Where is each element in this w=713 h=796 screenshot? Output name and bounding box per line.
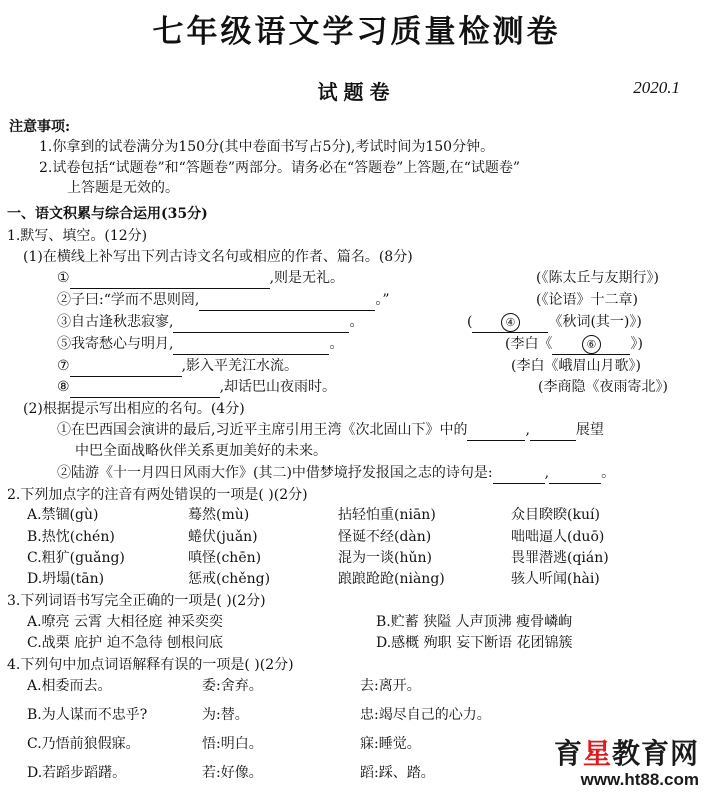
answer-blank[interactable] (70, 268, 270, 289)
option-row: B.贮蓄 狭隘 人声顶沸 瘦骨嶙峋 (376, 614, 573, 630)
option-cell: A.禁锢(gù) (27, 507, 99, 523)
option-row: C.战栗 庇护 迫不急待 刨根问底 (27, 635, 224, 651)
line-source: (《论语》十二章) (536, 292, 638, 308)
fill-line: ⑦ ,影入平羌江水流。 (57, 356, 298, 377)
option-cell: 怪诞不经(dàn) (338, 529, 432, 545)
page-subtitle: 试题卷 (317, 80, 396, 104)
notice-item: 2.试卷包括“试题卷”和“答题卷”两部分。请务必在“答题卷”上答题,在“试题卷” (39, 160, 521, 176)
option-cell: 去:离开。 (360, 678, 421, 694)
blank-number-marker: ⑥ (582, 335, 601, 354)
option-cell: 众目睽睽(kuí) (511, 507, 600, 523)
line-source: (李白《 ⑥ 》) (505, 334, 643, 355)
option-cell: 蓦然(mù) (188, 507, 250, 523)
option-cell: 忠:竭尽自己的心力。 (360, 707, 491, 723)
option-cell: C.乃悟前狼假寐。 (27, 736, 140, 752)
question-stem: 2.下列加点字的注音有两处错误的一项是( )(2分) (7, 487, 308, 503)
answer-blank[interactable] (173, 312, 349, 333)
notice-item: 1.你拿到的试卷满分为150分(其中卷面书写占5分),考试时间为150分钟。 (39, 139, 495, 155)
fill-line: ⑧ ,却话巴山夜雨时。 (57, 377, 336, 398)
option-cell: 悟:明白。 (202, 736, 263, 752)
sub-question-stem: (1)在横线上补写出下列古诗文名句或相应的作者、篇名。(8分) (23, 249, 413, 265)
fill-line: ⑤我寄愁心与明月, 。 (57, 334, 343, 355)
exam-date: 2020.1 (633, 78, 680, 97)
option-cell: 踉踉跄跄(niàng) (338, 571, 445, 587)
option-cell: 拈轻怕重(niān) (338, 507, 436, 523)
answer-blank[interactable] (549, 463, 601, 484)
line-source: (李商隐《夜雨寄北》) (538, 379, 668, 395)
line-source: (《陈太丘与友期行》) (536, 270, 659, 286)
watermark-url: www.ht88.com (580, 770, 699, 789)
answer-blank[interactable] (467, 420, 525, 441)
option-cell: A.相委而去。 (27, 678, 112, 694)
fill-line: ① ,则是无礼。 (57, 268, 344, 289)
notice-heading: 注意事项: (9, 119, 71, 135)
watermark-logo: 育星教育网 (553, 737, 699, 770)
question-stem: 3.下列词语书写完全正确的一项是( )(2分) (7, 593, 266, 609)
answer-blank[interactable] (199, 290, 375, 311)
answer-blank[interactable] (70, 377, 220, 398)
question-text: 中巴全面战略伙伴关系更加美好的未来。 (75, 443, 327, 459)
answer-blank[interactable] (70, 356, 182, 377)
fill-line: ③自古逢秋悲寂寥, 。 (57, 312, 363, 333)
option-cell: 为:替。 (202, 707, 249, 723)
answer-blank[interactable] (173, 334, 329, 355)
blank-number-marker: ④ (501, 313, 520, 332)
notice-item: 上答题是无效的。 (67, 180, 179, 196)
line-source: ( ④ 《秋词(其一)》) (467, 312, 642, 333)
option-cell: 骇人听闻(hài) (511, 571, 600, 587)
option-cell: 咄咄逼人(duō) (511, 529, 605, 545)
section-heading: 一、语文积累与综合运用(35分) (7, 206, 208, 222)
answer-blank[interactable] (472, 312, 548, 333)
option-cell: 惩戒(chěng) (188, 571, 271, 587)
option-row: A.嘹亮 云霄 大相径庭 神采奕奕 (27, 614, 223, 630)
option-cell: B.为人谋而不忠乎? (27, 707, 148, 723)
option-cell: 混为一谈(hǔn) (338, 550, 432, 566)
question-text: ②陆游《十一月四日风雨大作》(其二)中借梦境抒发报国之志的诗句是: , 。 (57, 463, 615, 484)
option-cell: 畏罪潜逃(qián) (511, 550, 609, 566)
answer-blank[interactable] (552, 334, 630, 355)
option-cell: B.热忱(chén) (27, 529, 115, 545)
option-cell: 若:好像。 (202, 765, 263, 781)
question-stem: 4.下列句中加点词语解释有误的一项是( )(2分) (7, 657, 294, 673)
fill-line: ②子曰:“学而不思则罔, 。” (57, 290, 390, 311)
option-cell: 寐:睡觉。 (360, 736, 421, 752)
question-stem: 1.默写、填空。(12分) (7, 228, 148, 244)
option-cell: D.若蹈步蹈躇。 (27, 765, 127, 781)
option-cell: C.粗犷(guǎng) (27, 550, 125, 566)
option-cell: D.坍塌(tān) (27, 571, 105, 587)
answer-blank[interactable] (493, 463, 545, 484)
page-title: 七年级语文学习质量检测卷 (152, 14, 561, 50)
site-watermark (554, 732, 699, 790)
answer-blank[interactable] (530, 420, 576, 441)
option-cell: 蜷伏(juǎn) (188, 529, 258, 545)
option-cell: 嗔怪(chēn) (188, 550, 262, 566)
option-cell: 蹈:踩、踏。 (360, 765, 435, 781)
line-source: (李白《峨眉山月歌》) (511, 358, 641, 374)
option-row: D.感概 殉职 妄下断语 花团锦簇 (376, 635, 573, 651)
option-cell: 委:舍弃。 (202, 678, 263, 694)
question-text: ①在巴西国会演讲的最后,习近平主席引用王湾《次北固山下》中的 , 展望 (57, 420, 604, 441)
sub-question-stem: (2)根据提示写出相应的名句。(4分) (23, 401, 245, 417)
